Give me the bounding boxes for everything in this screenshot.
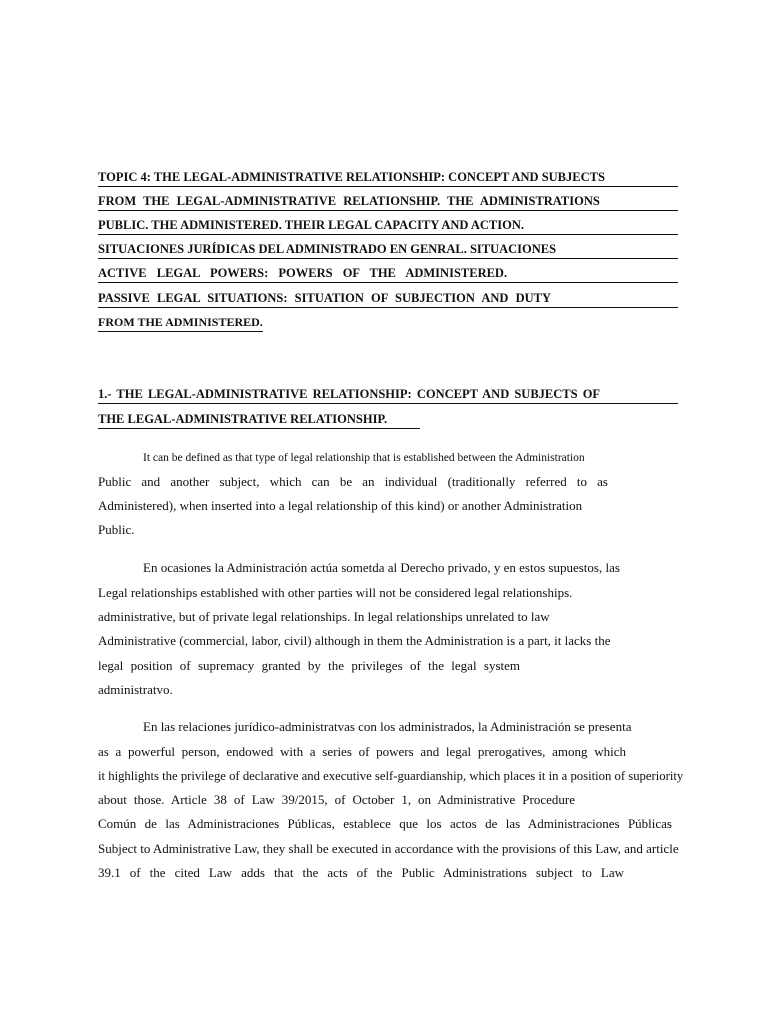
paragraph-3-line-5: Común de las Administraciones Públicas, establece que los actos de las Administraciones Públicas xyxy=(98,816,672,831)
paragraph-2-line-2: Legal relationships established with other parties will not be considered legal relationships. xyxy=(98,585,573,600)
topic-heading-line-7: FROM THE ADMINISTERED. xyxy=(98,313,263,332)
topic-heading-line-1: TOPIC 4: THE LEGAL-ADMINISTRATIVE RELATIONSHIP: CONCEPT AND SUBJECTS xyxy=(98,168,678,187)
paragraph-2-line-5: legal position of supremacy granted by the privileges of the legal system xyxy=(98,658,520,673)
topic-heading-line-4: SITUACIONES JURÍDICAS DEL ADMINISTRADO EN GENRAL. SITUACIONES xyxy=(98,240,678,259)
paragraph-3-line-7: 39.1 of the cited Law adds that the acts of the Public Administrations subject to Law xyxy=(98,865,624,880)
topic-heading-line-6: PASSIVE LEGAL SITUATIONS: SITUATION OF SUBJECTION AND DUTY xyxy=(98,289,678,308)
paragraph-2-line-4: Administrative (commercial, labor, civil) although in them the Administration is a part, it lacks the xyxy=(98,633,611,648)
paragraph-1-line-2: Public and another subject, which can be an individual (traditionally referred to as xyxy=(98,474,608,489)
paragraph-3-line-6: Subject to Administrative Law, they shall be executed in accordance with the provisions of this Law, and article xyxy=(98,841,679,856)
topic-heading-line-5: ACTIVE LEGAL POWERS: POWERS OF THE ADMINISTERED. xyxy=(98,264,678,283)
topic-heading-line-2: FROM THE LEGAL-ADMINISTRATIVE RELATIONSHIP. THE ADMINISTRATIONS xyxy=(98,192,678,211)
topic-heading-line-3: PUBLIC. THE ADMINISTERED. THEIR LEGAL CAPACITY AND ACTION. xyxy=(98,216,678,235)
paragraph-2-line-6: administratvo. xyxy=(98,682,173,697)
section-heading-line-2: THE LEGAL-ADMINISTRATIVE RELATIONSHIP. xyxy=(98,410,420,429)
paragraph-3-line-3: it highlights the privilege of declarative and executive self-guardianship, which places it in a position of superiority xyxy=(98,769,684,783)
paragraph-1-line-1: It can be defined as that type of legal relationship that is established between the Administration xyxy=(143,452,585,464)
paragraph-2-line-1: En ocasiones la Administración actúa sometda al Derecho privado, y en estos supuestos, las xyxy=(143,560,620,575)
paragraph-2-line-3: administrative, but of private legal relationships. In legal relationships unrelated to law xyxy=(98,609,550,624)
paragraph-3-line-4: about those. Article 38 of Law 39/2015, of October 1, on Administrative Procedure xyxy=(98,792,575,807)
section-heading-line-1: 1.- THE LEGAL-ADMINISTRATIVE RELATIONSHIP: CONCEPT AND SUBJECTS OF xyxy=(98,385,678,404)
paragraph-1-line-4: Public. xyxy=(98,522,135,537)
paragraph-1-line-3: Administered), when inserted into a legal relationship of this kind) or another Administration xyxy=(98,498,583,513)
paragraph-3-line-1: En las relaciones jurídico-administratvas con los administrados, la Administración se presenta xyxy=(143,719,632,734)
paragraph-3-line-2: as a powerful person, endowed with a series of powers and legal prerogatives, among which xyxy=(98,744,626,759)
